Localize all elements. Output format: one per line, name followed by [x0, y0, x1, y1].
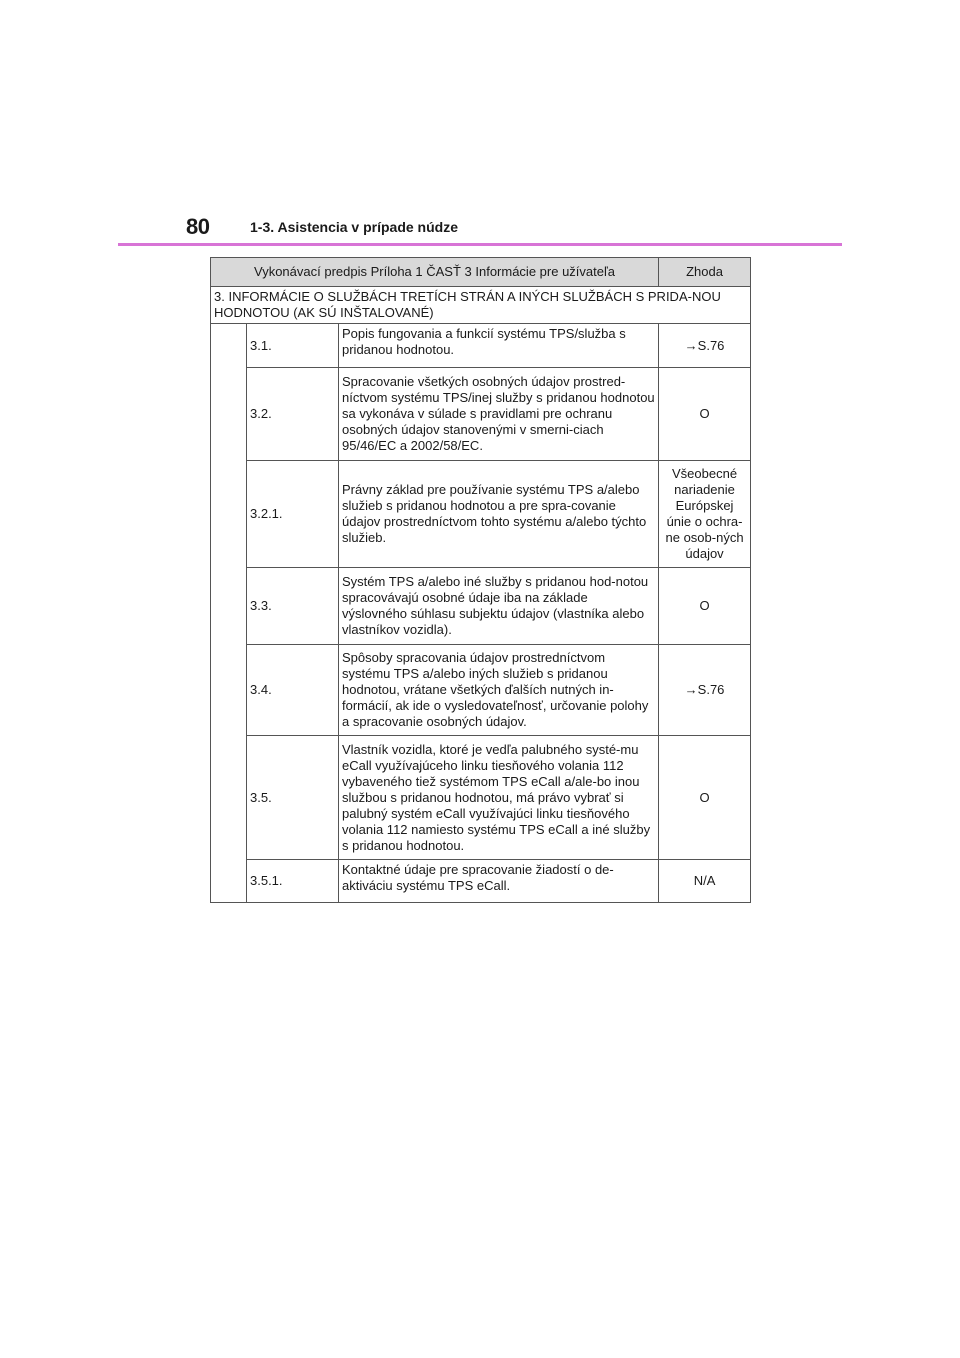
row-value: O — [659, 736, 751, 860]
row-number: 3.5. — [247, 736, 339, 860]
row-number: 3.2. — [247, 368, 339, 461]
row-value: →S.76 — [659, 645, 751, 736]
row-number: 3.2.1. — [247, 461, 339, 568]
table-row — [211, 368, 751, 461]
indent-cell — [211, 324, 247, 903]
header-divider — [118, 243, 842, 246]
row-value: O — [659, 368, 751, 461]
table-row — [211, 736, 751, 860]
section-heading: 3. INFORMÁCIE O SLUŽBÁCH TRETÍCH STRÁN A INÝCH SLUŽBÁCH S PRIDA-NOU HODNOTOU (AK SÚ INŠTALOVANÉ) — [211, 287, 751, 324]
row-description: Spôsoby spracovania údajov prostredníctvom systému TPS a/alebo iných služieb s pridanou hodnotou, vrátane všetkých ďalších nutných in-formácií, ak ide o vysledovateľnosť, určovanie polohy a spracovanie osobných údajov. — [339, 645, 659, 736]
row-value: N/A — [659, 860, 751, 903]
row-description: Kontaktné údaje pre spracovanie žiadostí o de-aktiváciu systému TPS eCall. — [339, 860, 659, 903]
row-number: 3.4. — [247, 645, 339, 736]
table-row — [211, 645, 751, 736]
table-header-row — [211, 258, 751, 287]
table-row — [211, 461, 751, 568]
row-description: Spracovanie všetkých osobných údajov prostred-níctvom systému TPS/inej služby s pridanou hodnotou sa vykonáva v súlade s pravidlami pre ochranu osobných údajov stanovenými v smerni-ciach 95/46/EC a 2002/58/EC. — [339, 368, 659, 461]
table-row — [211, 324, 751, 368]
column-header-agreement: Zhoda — [659, 258, 751, 287]
row-value: Všeobecné nariadenie Európskej únie o ochra-ne osob-ných údajov — [659, 461, 751, 568]
table-row — [211, 568, 751, 645]
row-description: Systém TPS a/alebo iné služby s pridanou hod-notou spracovávajú osobné údaje iba na základe výslovného súhlasu subjektu údajov (vlastníka alebo vlastníkov vozidla). — [339, 568, 659, 645]
row-description: Právny základ pre používanie systému TPS a/alebo služieb s pridanou hodnotou a pre spra-covanie údajov prostredníctvom tohto systému a/alebo týchto služieb. — [339, 461, 659, 568]
section-title: 1-3. Asistencia v prípade núdze — [250, 219, 458, 235]
row-value: →S.76 — [659, 324, 751, 368]
row-description: Vlastník vozidla, ktoré je vedľa palubného systé-mu eCall využívajúceho linku tiesňového volania 112 vybaveného tiež systémom TPS eCall a/ale-bo inou službou s pridanou hodnotou, má právo vybrať si palubný systém eCall využívajúci linku tiesňového volania 112 namiesto systému TPS eCall a iné služby s pridanou hodnotou. — [339, 736, 659, 860]
section-heading-row — [211, 287, 751, 324]
specification-table — [210, 257, 751, 903]
row-number: 3.1. — [247, 324, 339, 368]
row-description: Popis fungovania a funkcií systému TPS/služba s pridanou hodnotou. — [339, 324, 659, 368]
page-number: 80 — [186, 214, 210, 239]
row-value: O — [659, 568, 751, 645]
row-number: 3.3. — [247, 568, 339, 645]
table-row — [211, 860, 751, 903]
row-number: 3.5.1. — [247, 860, 339, 903]
column-header-regulation: Vykonávací predpis Príloha 1 ČASŤ 3 Informácie pre užívateľa — [211, 258, 659, 287]
